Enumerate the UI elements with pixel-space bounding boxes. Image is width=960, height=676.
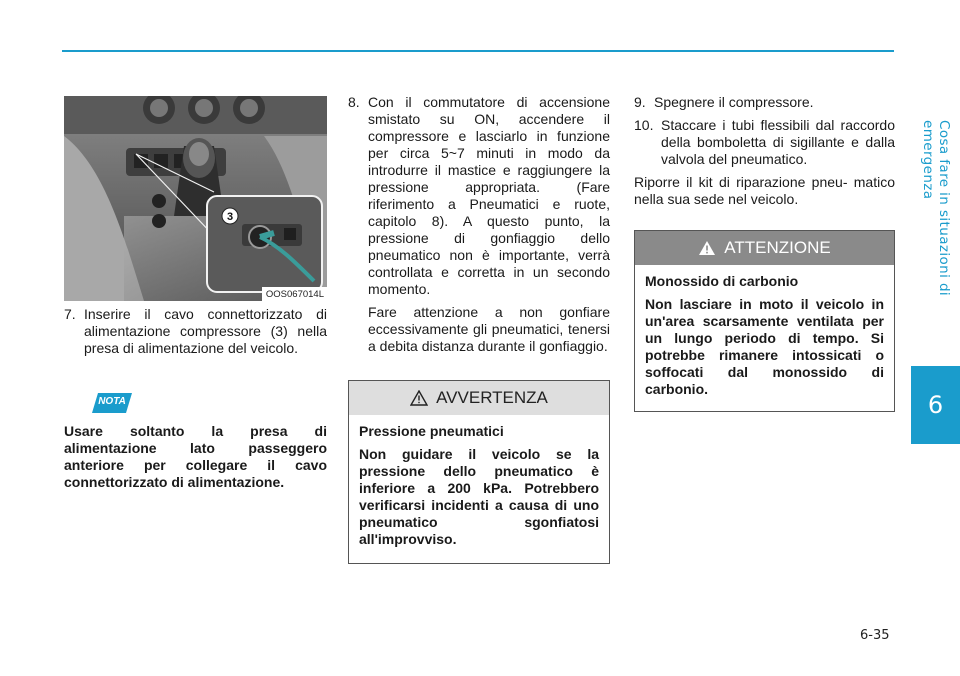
figure-code: OOS067014L [262, 287, 327, 301]
caution-title: ATTENZIONE [724, 238, 831, 257]
step-7-text: Inserire il cavo connettorizzato di alimentazione compressore (3) nella presa di alimentazione del veicolo. [84, 306, 327, 356]
caution-triangle-icon [698, 240, 716, 256]
nota-badge [92, 393, 132, 413]
caution-text: Non lasciare in moto il veicolo in un'area scarsamente ventilata per un lungo periodo di tempo. Si potrebbe rimanere intossicati o soffocati dal monossido di carbonio. [645, 296, 884, 397]
column-3-steps [634, 94, 895, 208]
warning-title: AVVERTENZA [436, 388, 548, 407]
chapter-tab: 6 [911, 366, 960, 444]
store-kit-text: Riporre il kit di riparazione pneu- matico nella sua sede nel veicolo. [634, 174, 895, 207]
step-9-text: Spegnere il compressore. [654, 94, 814, 110]
step-10-number: 10. [634, 117, 654, 133]
warning-box [348, 380, 610, 564]
step-8-number: 8. [348, 94, 360, 110]
warning-subtitle: Pressione pneumatici [359, 423, 504, 439]
step-8-note: Fare attenzione a non gonfiare eccessivamente gli pneumatici, tenersi a debita distanza durante il gonfiaggio. [368, 304, 610, 354]
warning-triangle-icon [410, 390, 428, 406]
step-10-text: Staccare i tubi flessibili dal raccordo della bomboletta di sigillante e dalla valvola del pneumatico. [661, 117, 895, 167]
caution-subtitle: Monossido di carbonio [645, 273, 799, 289]
console-illustration [64, 96, 327, 301]
caution-header [635, 231, 894, 265]
step-10 [634, 117, 895, 168]
header-rule [62, 50, 894, 52]
step-9 [634, 94, 895, 111]
nota-label: NOTA [98, 396, 126, 407]
step-8 [348, 94, 610, 355]
warning-header [349, 381, 609, 415]
caution-box [634, 230, 895, 412]
figure-photo [64, 96, 327, 301]
step-8-text: Con il commutatore di accensione smistato su ON, accendere il compressore e lasciarlo in funzione per circa 5~7 minuti in modo da introdurre il mastice e raggiungere la pressione appropriata. (Fare riferimento a Pneumatici e ruote, capitolo 8). A questo punto, la pressione di gonfiaggio dello pneumatico non è importante, verrà controllata e corretta in un secondo momento. [368, 94, 610, 297]
nota-text: Usare soltanto la presa di alimentazione lato passeggero anteriore per collegare il cavo connettorizzato di alimentazione. [64, 423, 327, 490]
warning-text: Non guidare il veicolo se la pressione dello pneumatico è inferiore a 200 kPa. Potrebbero verificarsi incidenti a causa di uno pneumatico sgonfiatosi all'improvviso. [359, 446, 599, 547]
step-7-number: 7. [64, 306, 76, 322]
page-number: 6-35 [860, 628, 890, 643]
step-7 [64, 306, 327, 357]
step-9-number: 9. [634, 94, 646, 110]
section-title: Cosa fare in situazioni di emergenza [920, 120, 952, 297]
callout-3: 3 [226, 211, 234, 223]
